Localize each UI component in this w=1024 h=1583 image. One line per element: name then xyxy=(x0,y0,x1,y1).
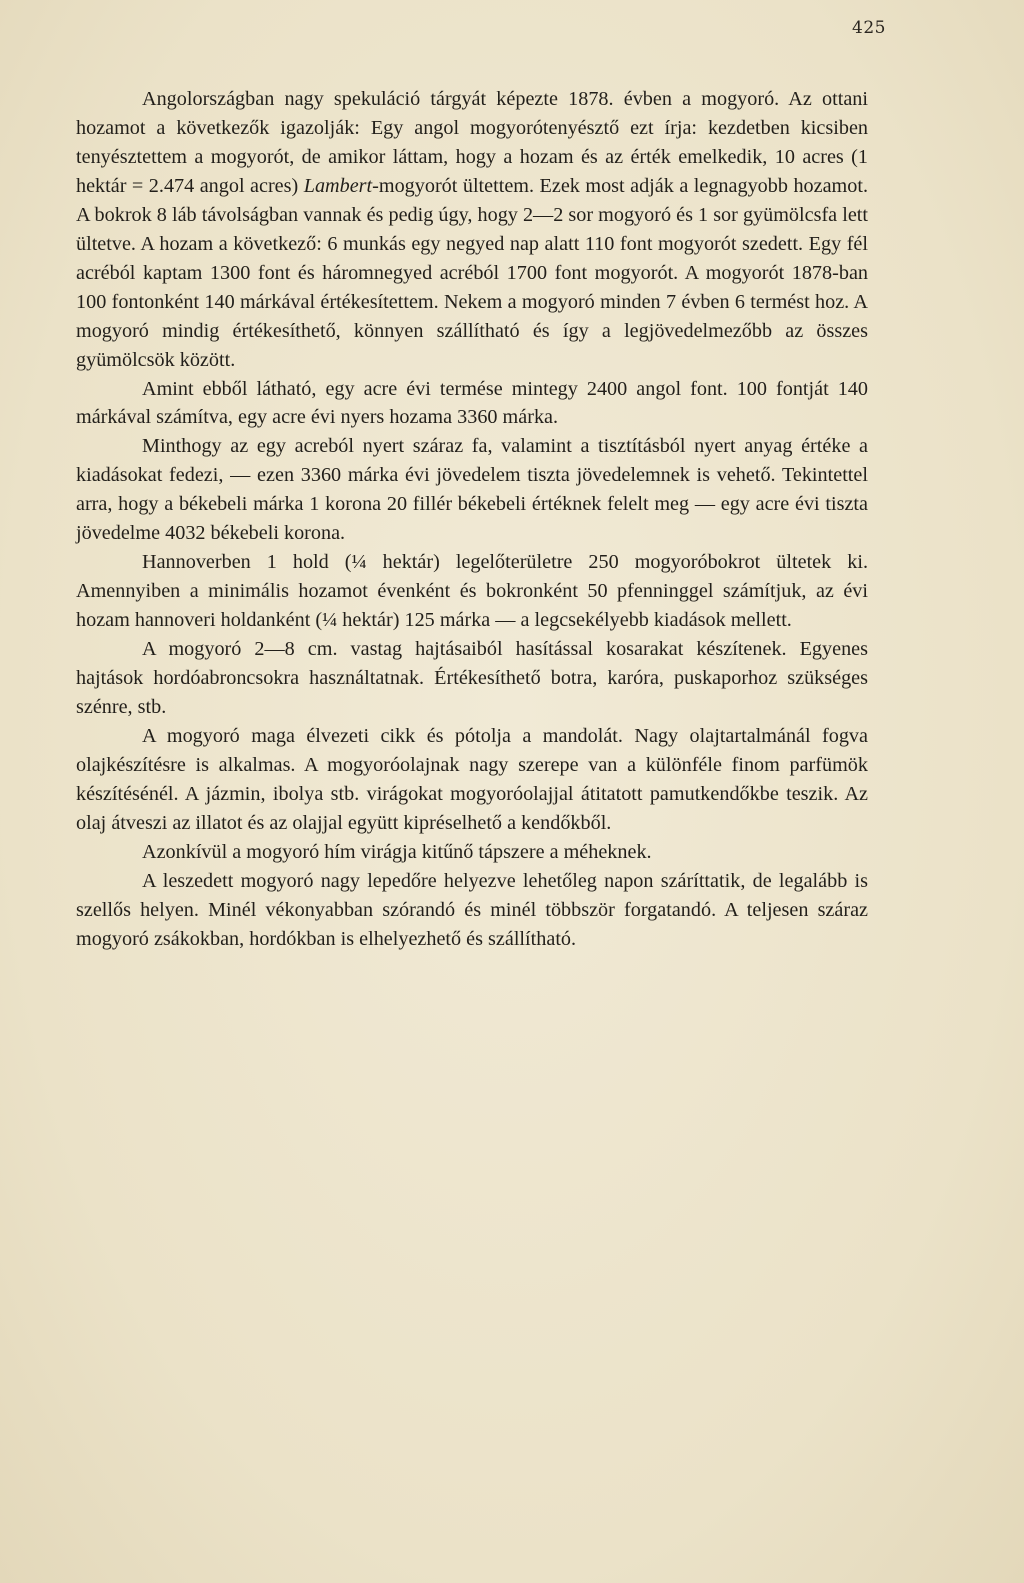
paragraph-4: Hannoverben 1 hold (¼ hektár) legelőterületre 250 mogyoróbokrot ültetek ki. Amennyiben a minimális hozamot évenként és bokronként 50 pfenninggel számítjuk, az évi hozam hannoveri holdanként (¼ hektár) 125 márka — a legcsekélyebb kiadások mellett. xyxy=(76,551,868,632)
paragraph-1-text-after: -mogyorót ültettem. Ezek most adják a legnagyobb hozamot. A bokrok 8 láb távolságban vannak és pedig úgy, hogy 2—2 sor mogyoró és 1 sor gyümölcsfa lett ültetve. A hozam a következő: 6 munkás egy negyed nap alatt 110 font mogyorót szedett. Egy fél acréból kaptam 1300 font és háromnegyed acréból 1700 font mogyorót. A mogyorót 1878-ban 100 fontonként 140 márkával értékesítettem. Nekem a mogyoró minden 7 évben 6 termést hoz. A mogyoró mindig értékesíthető, könnyen szállítható és így a legjövedelmezőbb az összes gyümölcsök között. xyxy=(76,174,869,371)
paragraph-1-italic: Lambert xyxy=(303,174,373,197)
paragraph-1-text: Angolországban nagy spekuláció tárgyát képezte 1878. évben a mogyoró. Az ottani hozamot a következők igazolják: Egy angol mogyorótenyésztő ezt írja: kezdetben kicsiben tenyésztettem a mogyorót, de amikor láttam, hogy a hozam és az érték emelkedik, 10 acres (1 hektár = 2.474 angol acres) xyxy=(76,88,868,197)
body-text xyxy=(76,85,868,954)
paragraph-5: A mogyoró 2—8 cm. vastag hajtásaiból hasítással kosarakat készítenek. Egyenes hajtások hordóabroncsokra használtatnak. Értékesíthető botra, karóra, puskaporhoz szükséges szénre, stb. xyxy=(76,638,868,719)
paragraph-6: A mogyoró maga élvezeti cikk és pótolja a mandolát. Nagy olajtartalmánál fogva olajkészítésre is alkalmas. A mogyoróolajnak nagy szerepe van a különféle finom parfümök készítésénél. A jázmin, ibolya stb. virágokat mogyoróolajjal átitatott pamutkendőkbe teszik. Az olaj átveszi az illatot és az olajjal együtt kipréselhető a kendőkből. xyxy=(76,724,868,834)
paragraph-1 xyxy=(76,85,868,375)
paragraph-7: Azonkívül a mogyoró hím virágja kitűnő tápszere a méheknek. xyxy=(142,840,652,863)
paragraph-3: Minthogy az egy acreból nyert száraz fa, valamint a tisztításból nyert anyag értéke a kiadásokat fedezi, — ezen 3360 márka évi jövedelem tiszta jövedelemnek is vehető. Tekintettel arra, hogy a békebeli márka 1 korona 20 fillér békebeli értéknek felelt meg — egy acre évi tiszta jövedelme 4032 békebeli korona. xyxy=(76,435,868,545)
paragraph-2: Amint ebből látható, egy acre évi termése mintegy 2400 angol font. 100 fontját 140 márkával számítva, egy acre évi nyers hozama 3360 márka. xyxy=(76,377,868,429)
paragraph-8: A leszedett mogyoró nagy lepedőre helyezve lehetőleg napon száríttatik, de legalább is szellős helyen. Minél vékonyabban szórandó és minél többször forgatandó. A teljesen száraz mogyoró zsákokban, hordókban is elhelyezhető és szállítható. xyxy=(76,869,868,950)
page-number: 425 xyxy=(852,18,886,38)
